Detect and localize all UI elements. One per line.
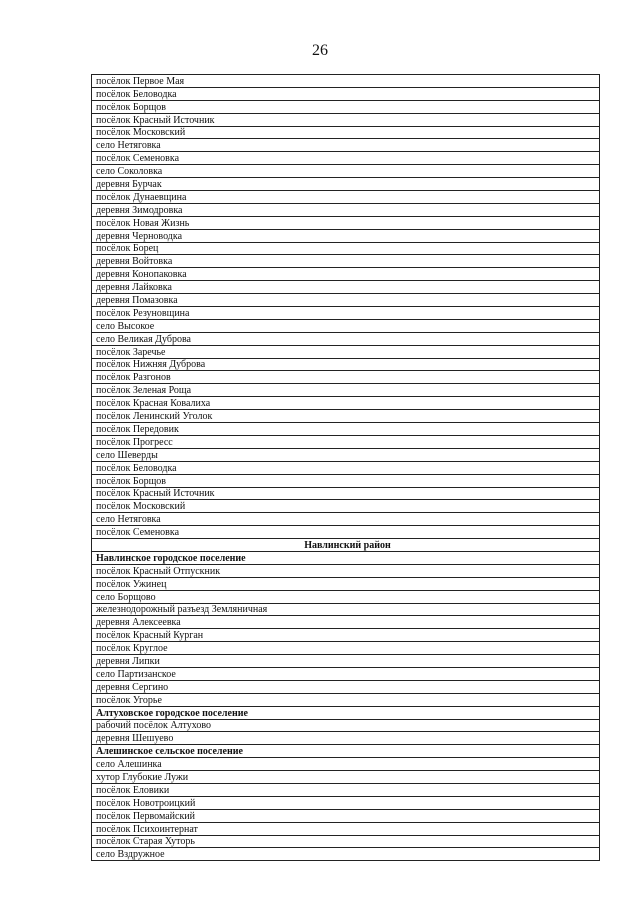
table-row: [92, 796, 600, 809]
table-row: [92, 268, 600, 281]
table-row: [92, 783, 600, 796]
place-name: деревня Зимодровка: [92, 203, 600, 216]
table-row: [92, 358, 600, 371]
place-name: село Соколовка: [92, 165, 600, 178]
table-row: [92, 384, 600, 397]
table-row: [92, 307, 600, 320]
settlement-table: [91, 74, 600, 861]
settlement-name: Алтуховское городское поселение: [92, 706, 600, 719]
table-row: [92, 629, 600, 642]
place-name: посёлок Ужинец: [92, 577, 600, 590]
place-name: посёлок Угорье: [92, 693, 600, 706]
place-name: село Великая Дуброва: [92, 332, 600, 345]
table-row: [92, 332, 600, 345]
table-row: [92, 680, 600, 693]
place-name: село Шеверды: [92, 448, 600, 461]
table-row: [92, 616, 600, 629]
place-name: хутор Глубокие Лужи: [92, 771, 600, 784]
table-row: [92, 229, 600, 242]
table-row: [92, 448, 600, 461]
place-name: деревня Черноводка: [92, 229, 600, 242]
table-row: [92, 319, 600, 332]
place-name: деревня Конопаковка: [92, 268, 600, 281]
place-name: посёлок Разгонов: [92, 371, 600, 384]
table-row: [92, 203, 600, 216]
place-name: село Алешинка: [92, 758, 600, 771]
place-name: посёлок Зеленая Роща: [92, 384, 600, 397]
place-name: село Партизанское: [92, 667, 600, 680]
table-row: [92, 113, 600, 126]
table-row: [92, 178, 600, 191]
table-row: [92, 809, 600, 822]
place-name: посёлок Борщов: [92, 100, 600, 113]
place-name: посёлок Борец: [92, 242, 600, 255]
settlement-header-row: [92, 551, 600, 564]
table-row: [92, 371, 600, 384]
table-row: [92, 758, 600, 771]
place-name: посёлок Красный Курган: [92, 629, 600, 642]
district-header-row: [92, 539, 600, 552]
table-row: [92, 732, 600, 745]
table-row: [92, 423, 600, 436]
place-name: посёлок Еловики: [92, 783, 600, 796]
table-row: [92, 255, 600, 268]
table-row: [92, 281, 600, 294]
table-row: [92, 165, 600, 178]
place-name: деревня Войтовка: [92, 255, 600, 268]
place-name: посёлок Новая Жизнь: [92, 216, 600, 229]
district-name: Навлинский район: [92, 539, 600, 552]
place-name: деревня Лайковка: [92, 281, 600, 294]
table-row: [92, 75, 600, 88]
table-row: [92, 345, 600, 358]
table-row: [92, 126, 600, 139]
settlement-table-body: [92, 75, 600, 861]
settlement-name: Навлинское городское поселение: [92, 551, 600, 564]
table-row: [92, 461, 600, 474]
table-row: [92, 848, 600, 861]
place-name: рабочий посёлок Алтухово: [92, 719, 600, 732]
table-row: [92, 603, 600, 616]
place-name: посёлок Семеновка: [92, 526, 600, 539]
table-row: [92, 835, 600, 848]
table-row: [92, 822, 600, 835]
table-row: [92, 719, 600, 732]
place-name: посёлок Беловодка: [92, 461, 600, 474]
place-name: железнодорожный разъезд Земляничная: [92, 603, 600, 616]
table-row: [92, 526, 600, 539]
place-name: деревня Бурчак: [92, 178, 600, 191]
table-row: [92, 410, 600, 423]
place-name: посёлок Дунаевщина: [92, 191, 600, 204]
place-name: посёлок Беловодка: [92, 87, 600, 100]
place-name: деревня Помазовка: [92, 294, 600, 307]
place-name: посёлок Красный Отпускник: [92, 564, 600, 577]
place-name: посёлок Борщов: [92, 474, 600, 487]
settlement-header-row: [92, 706, 600, 719]
place-name: посёлок Новотроицкий: [92, 796, 600, 809]
place-name: посёлок Прогресс: [92, 435, 600, 448]
table-row: [92, 693, 600, 706]
place-name: деревня Шешуево: [92, 732, 600, 745]
place-name: посёлок Старая Хуторь: [92, 835, 600, 848]
place-name: деревня Липки: [92, 655, 600, 668]
place-name: посёлок Красная Ковалиха: [92, 397, 600, 410]
place-name: посёлок Семеновка: [92, 152, 600, 165]
table-row: [92, 655, 600, 668]
table-row: [92, 513, 600, 526]
place-name: село Высокое: [92, 319, 600, 332]
place-name: посёлок Ленинский Уголок: [92, 410, 600, 423]
table-row: [92, 474, 600, 487]
place-name: посёлок Первомайский: [92, 809, 600, 822]
place-name: посёлок Нижняя Дуброва: [92, 358, 600, 371]
place-name: посёлок Московский: [92, 500, 600, 513]
place-name: деревня Алексеевка: [92, 616, 600, 629]
table-row: [92, 667, 600, 680]
table-row: [92, 590, 600, 603]
settlement-name: Алешинское сельское поселение: [92, 745, 600, 758]
place-name: посёлок Красный Источник: [92, 113, 600, 126]
table-row: [92, 500, 600, 513]
table-row: [92, 100, 600, 113]
table-row: [92, 397, 600, 410]
settlement-header-row: [92, 745, 600, 758]
table-row: [92, 564, 600, 577]
place-name: деревня Сергино: [92, 680, 600, 693]
place-name: село Борщово: [92, 590, 600, 603]
page-number: 26: [312, 42, 328, 59]
place-name: посёлок Психоинтернат: [92, 822, 600, 835]
place-name: посёлок Передовик: [92, 423, 600, 436]
table-row: [92, 577, 600, 590]
place-name: посёлок Резуновщина: [92, 307, 600, 320]
table-row: [92, 152, 600, 165]
table-row: [92, 487, 600, 500]
table-row: [92, 216, 600, 229]
place-name: посёлок Красный Источник: [92, 487, 600, 500]
table-row: [92, 771, 600, 784]
place-name: посёлок Московский: [92, 126, 600, 139]
table-row: [92, 191, 600, 204]
place-name: посёлок Круглое: [92, 642, 600, 655]
place-name: село Нетяговка: [92, 513, 600, 526]
table-row: [92, 642, 600, 655]
table-row: [92, 242, 600, 255]
table-row: [92, 435, 600, 448]
table-row: [92, 294, 600, 307]
table-row: [92, 87, 600, 100]
place-name: село Вздружное: [92, 848, 600, 861]
place-name: посёлок Первое Мая: [92, 75, 600, 88]
place-name: село Нетяговка: [92, 139, 600, 152]
table-row: [92, 139, 600, 152]
place-name: посёлок Заречье: [92, 345, 600, 358]
